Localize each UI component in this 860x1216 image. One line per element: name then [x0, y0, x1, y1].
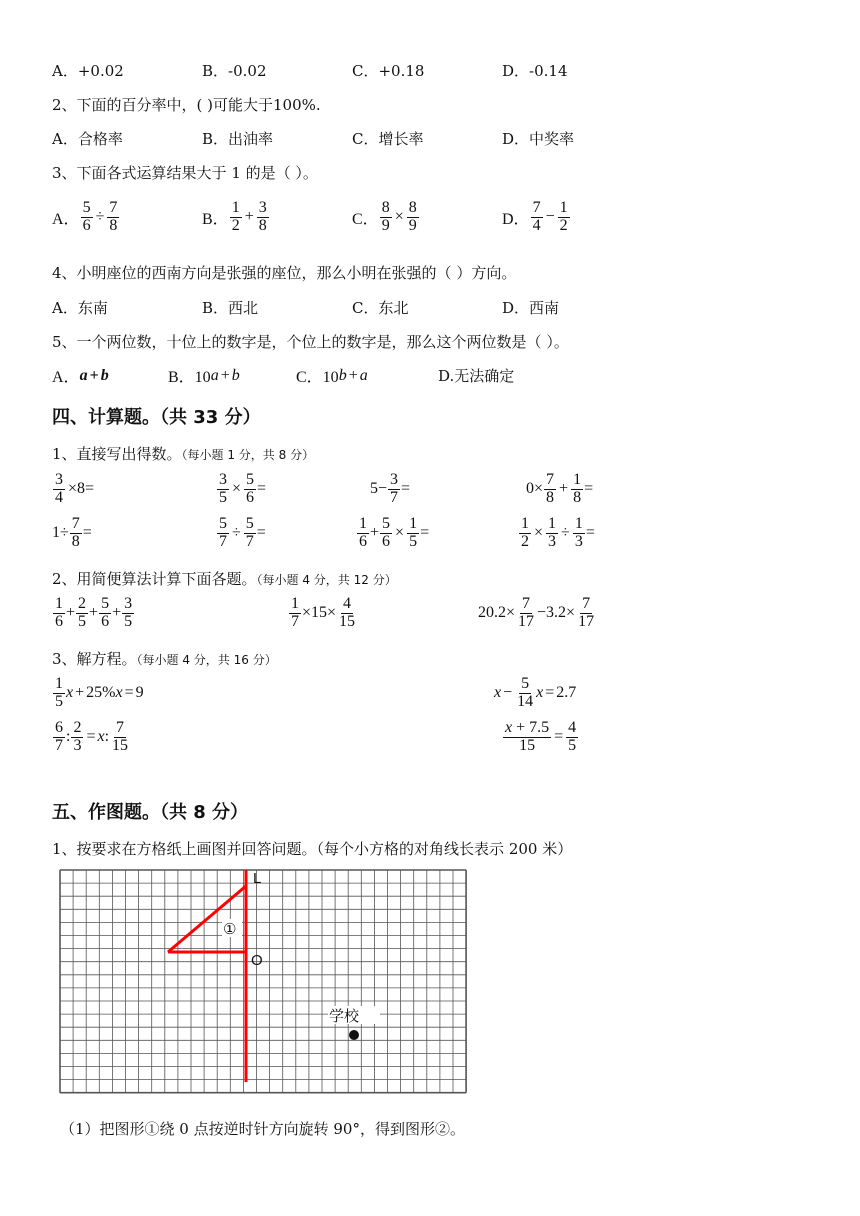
grid-figure [56, 864, 468, 1104]
calc-2-2: $\frac{5}{7}$ ÷ $\frac{5}{7}$ = [219, 515, 266, 550]
section5-p1: 1、按要求在方格纸上画图并回答问题。（每个小方格的对角线长表示 200 米） [52, 840, 573, 858]
calc-1-2: $\frac{3}{5}$ × $\frac{5}{6}$ = [219, 471, 267, 506]
q1-option-a: A．+0.02 [52, 62, 124, 80]
label-figure-1: ① [223, 920, 237, 938]
simplify-2: $\frac{1}{7}$ ×15× $\frac{4}{15}$ [291, 595, 356, 630]
school-point [349, 1030, 359, 1040]
equation-3: $\frac{6}{7}$ : $\frac{2}{3}$ = x : $\frac{7}{15}$ [55, 719, 129, 754]
q3-option-a: A． $\frac{5}{6}$ ÷ $\frac{7}{8}$ [52, 199, 118, 234]
q5-text: 5、一个两位数，十位上的数字是，个位上的数字是，那么这个两位数是（ ）。 [52, 333, 569, 351]
section4-title: 四、计算题。（共 33 分） [52, 407, 261, 428]
q5-option-a: A． a + b [52, 366, 109, 386]
q4-option-a: A．东南 [52, 299, 108, 317]
simplify-3: 20.2× $\frac{7}{17}$ −3.2× $\frac{7}{17}$ [478, 595, 595, 630]
simplify-1: $\frac{1}{6}$ + $\frac{2}{5}$ + $\frac{5}{6}$ + $\frac{3}{5}$ [55, 595, 133, 630]
q4-option-b: B．西北 [202, 299, 259, 317]
section4-p3: 3、解方程。（每小题 4 分，共 16 分） [52, 650, 277, 668]
q3-option-d: D． $\frac{7}{4}$ − $\frac{1}{2}$ [502, 199, 568, 234]
q5-option-b: B．10 a + b [168, 366, 240, 386]
section4-p2: 2、用简便算法计算下面各题。（每小题 4 分，共 12 分） [52, 570, 397, 588]
label-L: L [253, 870, 262, 887]
q4-option-d: D．西南 [502, 299, 560, 317]
equation-2: x − $\frac{5}{14}$ x = 2.7 [494, 675, 577, 710]
q3-option-c: C． $\frac{8}{9}$ × $\frac{8}{9}$ [352, 199, 417, 234]
calc-2-1: 1÷ $\frac{7}{8}$ = [52, 515, 92, 550]
q4-text: 4、小明座位的西南方向是张强的座位，那么小明在张强的（ ）方向。 [52, 264, 517, 282]
equation-1: $\frac{1}{5}$ x + 25% x = 9 [55, 675, 144, 710]
section5-sub1: （1）把图形①绕 0 点按逆时针方向旋转 90°，得到图形②。 [60, 1120, 465, 1138]
q1-option-b: B．-0.02 [202, 62, 267, 80]
section4-p1: 1、直接写出得数。（每小题 1 分，共 8 分） [52, 445, 315, 463]
q5-option-c: C．10 b + a [296, 366, 368, 386]
q2-option-d: D．中奖率 [502, 130, 575, 148]
section5-title: 五、作图题。（共 8 分） [52, 802, 249, 823]
q3-text: 3、下面各式运算结果大于 1 的是（ ）。 [52, 164, 318, 182]
q2-option-b: B．出油率 [202, 130, 274, 148]
calc-2-4: $\frac{1}{2}$ × $\frac{1}{3}$ ÷ $\frac{1}{3}$ = [521, 515, 595, 550]
calc-2-3: $\frac{1}{6}$ + $\frac{5}{6}$ × $\frac{1}{5}$ = [359, 515, 430, 550]
q5-option-d: D.无法确定 [438, 367, 515, 385]
calc-1-4: 0× $\frac{7}{8}$ + $\frac{1}{8}$ = [526, 471, 594, 506]
calc-1-3: 5− $\frac{3}{7}$ = [370, 471, 411, 506]
q1-option-c: C．+0.18 [352, 62, 425, 80]
q1-option-d: D．-0.14 [502, 62, 568, 80]
q2-text: 2、下面的百分率中，( )可能大于100%. [52, 96, 321, 114]
grid-lines [60, 870, 466, 1093]
label-school: 学校 [329, 1007, 360, 1025]
calc-1-1: $\frac{3}{4}$ ×8= [55, 471, 95, 506]
q4-option-c: C．东北 [352, 299, 409, 317]
q2-option-c: C．增长率 [352, 130, 424, 148]
label-O: O [251, 952, 263, 969]
equation-4: $\frac{x + 7.5}{15}$ = $\frac{4}{5}$ [505, 719, 577, 754]
q2-option-a: A．合格率 [52, 130, 123, 148]
q3-option-b: B． $\frac{1}{2}$ + $\frac{3}{8}$ [202, 199, 267, 234]
triangle-figure-1 [168, 870, 246, 1082]
